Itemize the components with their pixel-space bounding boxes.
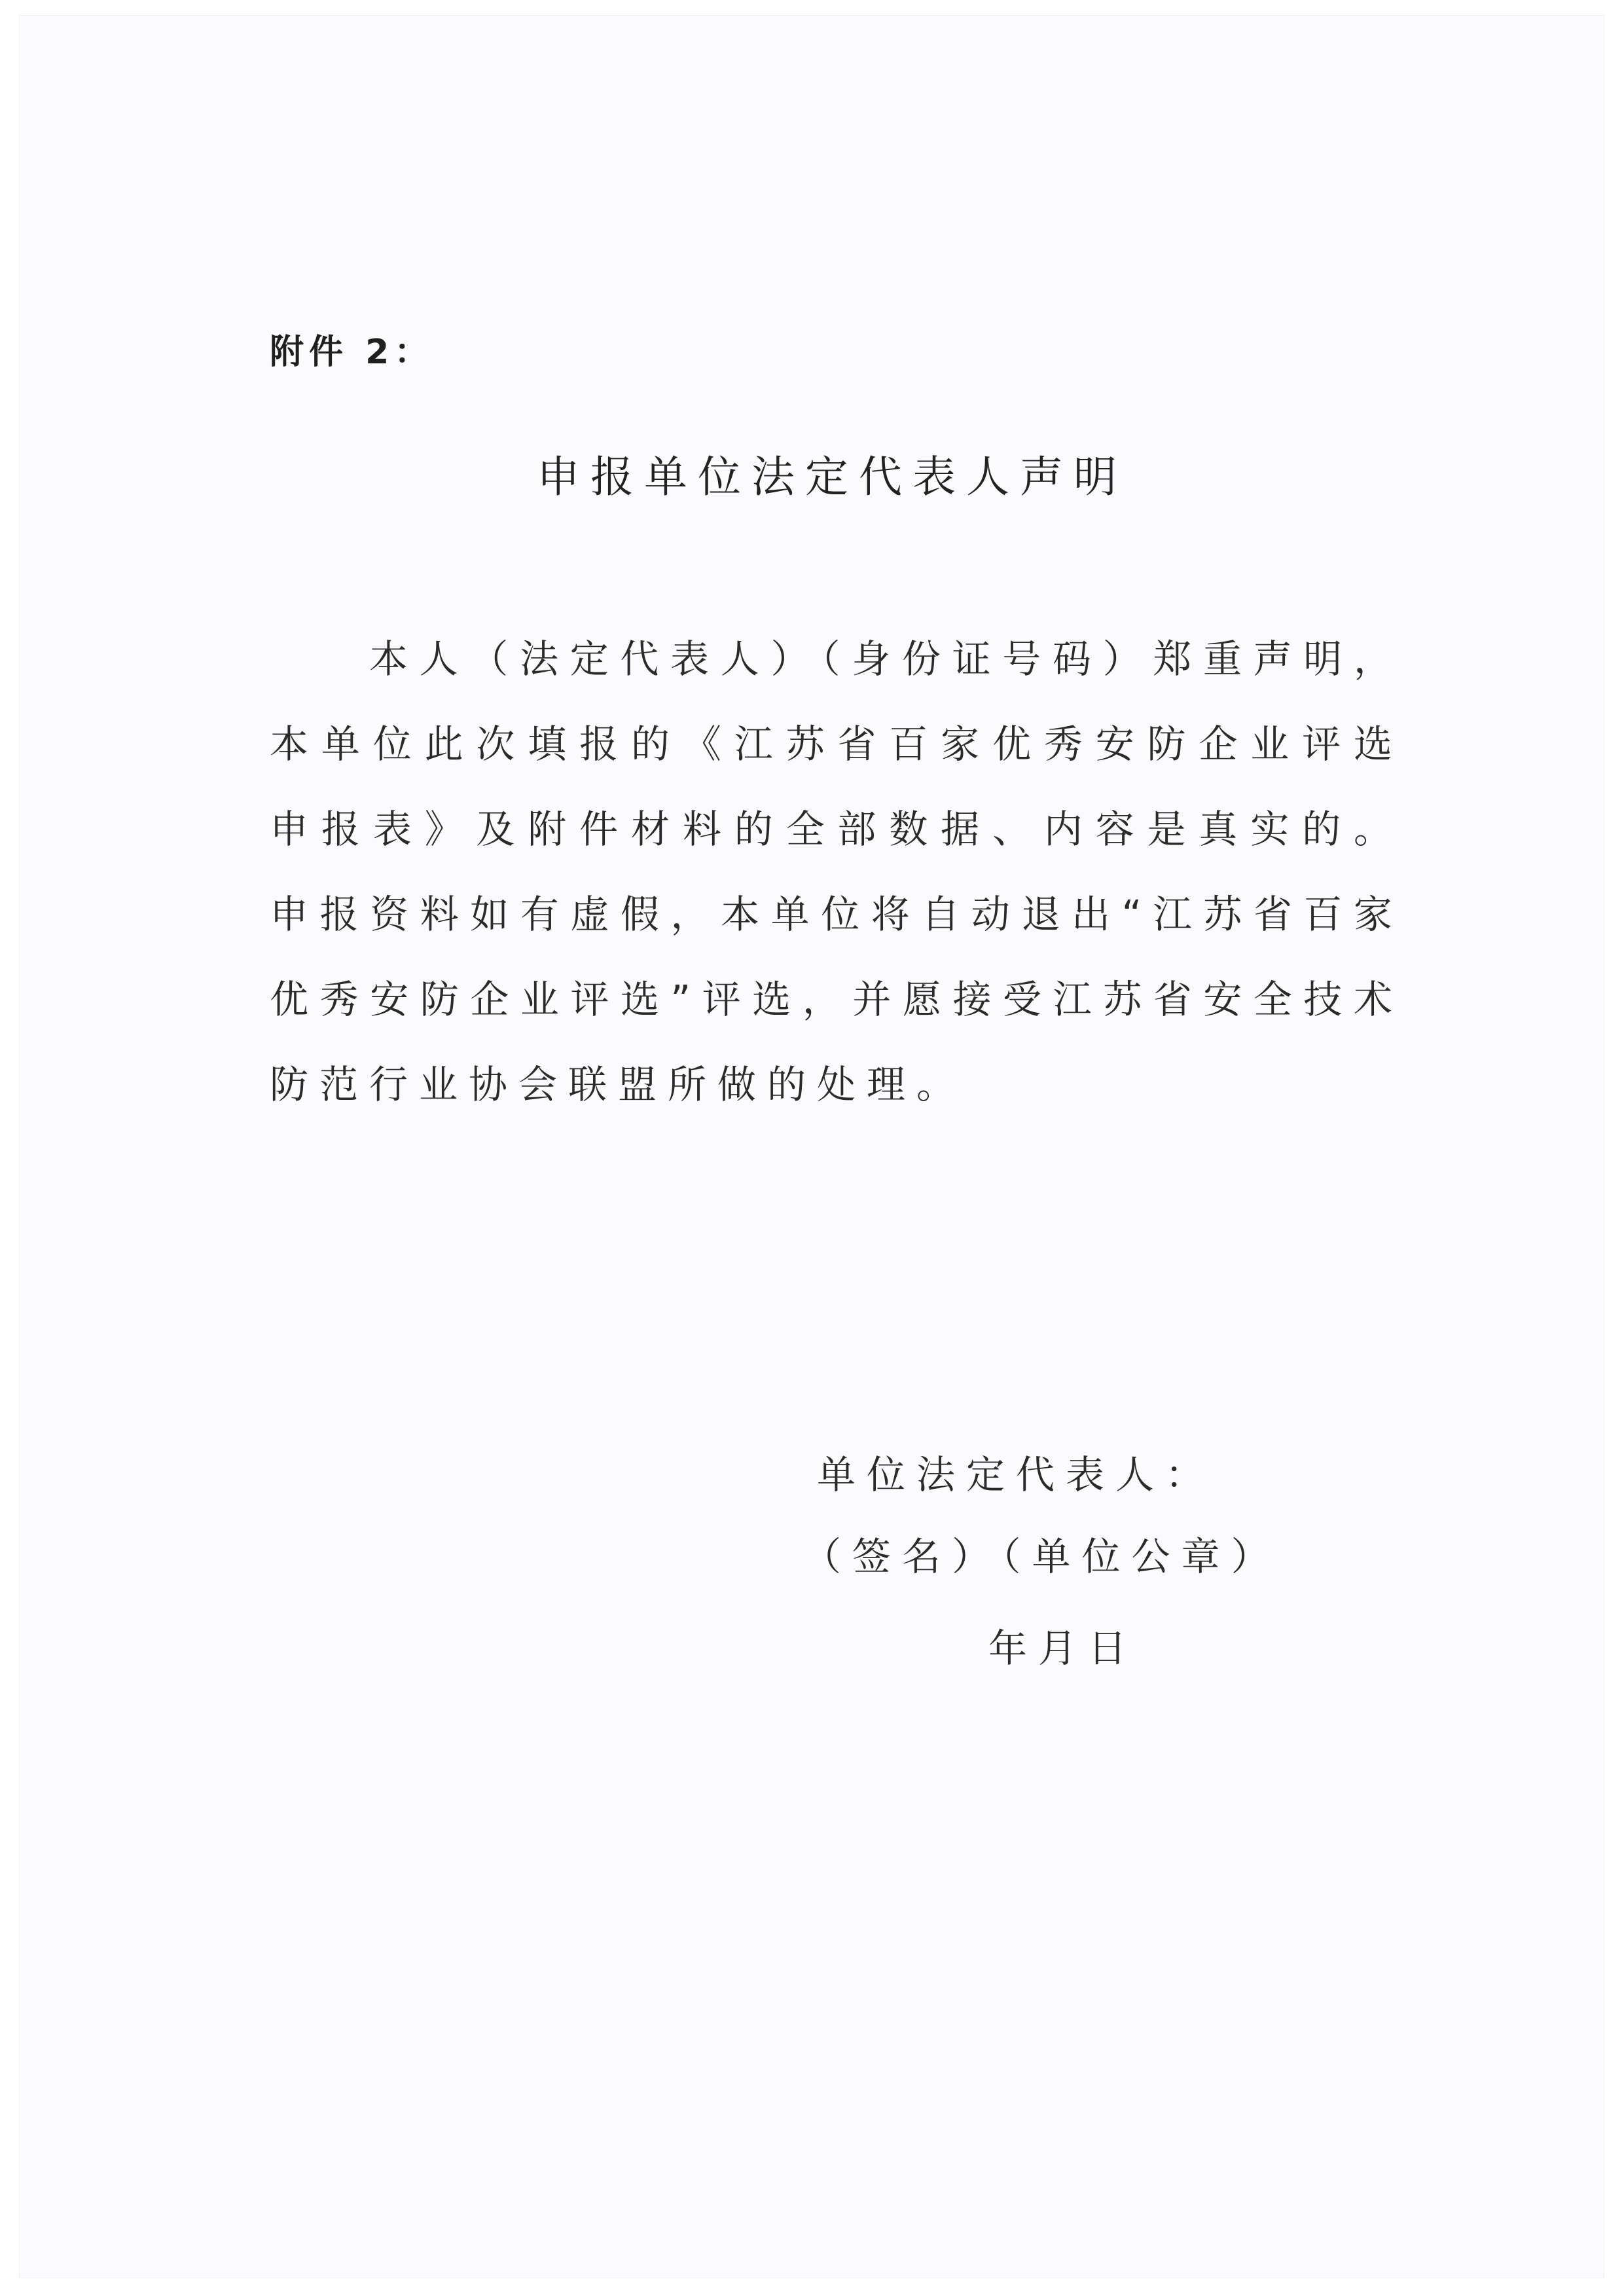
document-page (20, 16, 1604, 2278)
declaration-body: 本人（法定代表人）（身份证号码）郑重声明，本单位此次填报的《江苏省百家优秀安防企业评选申报表》及附件材料的全部数据、内容是真实的。申报资料如有虚假，本单位将自动退出“江苏省百家优秀安防企业评选”评选，并愿接受江苏省安全技术防范行业协会联盟所做的处理。 (270, 636, 1403, 1107)
sign-seal-label: （签名）（单位公章） (803, 1534, 1281, 1579)
document-title: 申报单位法定代表人声明 (537, 452, 1127, 502)
representative-label: 单位法定代表人： (817, 1452, 1216, 1497)
attachment-label: 附件 2： (270, 333, 434, 372)
date-label: 年月日 (988, 1626, 1138, 1671)
